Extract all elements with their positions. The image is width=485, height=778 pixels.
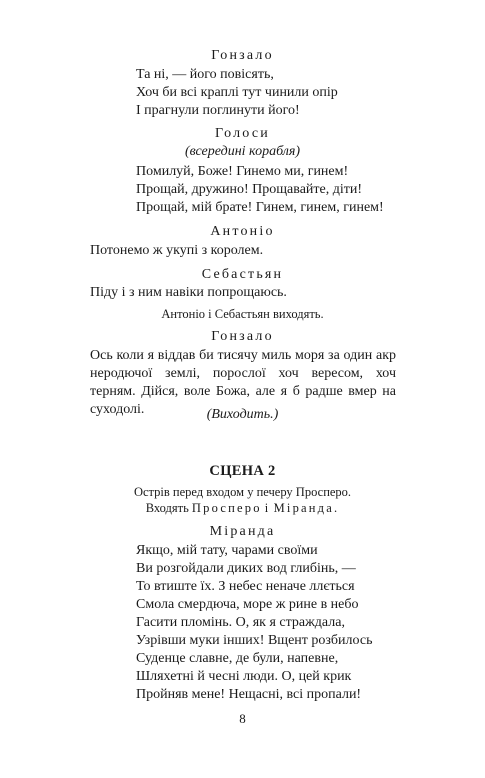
speaker-name: Гонзало [211, 329, 274, 344]
verse-line: І прагнули поглинути його! [136, 103, 300, 118]
prose-paragraph: Ось коли я віддав би тисячу миль моря за один акр неродючої землі, порослої хоч вересом, хоч терням. Дійся, воле Божа, але я б радше вмер на суходолі. [90, 348, 396, 417]
speaker-name: Міранда [209, 524, 276, 539]
exit-direction: (Виходить.) [206, 407, 279, 422]
verse-line: То втиште їх. З небес неначе ллється [136, 579, 355, 594]
verse-line: Ви розгойдали диких вод глибінь, — [136, 561, 356, 576]
verse-line: Пройняв мене! Нещасні, всі пропали! [136, 687, 362, 702]
verse-line: Прощай, мій брате! Гинем, гинем, гинем! [136, 200, 384, 215]
speaker-name: Себастьян [201, 267, 284, 282]
verse-line: Якщо, мій тату, чарами своїми [136, 543, 318, 558]
verse-line: Хоч би всі краплі тут чинили опір [136, 85, 338, 100]
verse-line: Смола смердюча, море ж рине в небо [136, 597, 359, 612]
scene-title: СЦЕНА 2 [209, 463, 276, 479]
speaker-name: Антоніо [210, 224, 275, 239]
verse-line: Піду і з ним навіки попрощаюсь. [90, 285, 287, 300]
speaker-name: Гонзало [211, 48, 274, 63]
verse-line: Прощай, дружино! Прощавайте, діти! [136, 182, 363, 197]
verse-line: Гасити пломінь. О, як я страждала, [136, 615, 345, 630]
entrance-name: Просперо [191, 501, 262, 515]
verse-line: Помилуй, Боже! Гинемо ми, гинем! [136, 164, 349, 179]
stage-direction: Антоніо і Себастьян виходять. [161, 307, 324, 321]
stage-direction: (всередині корабля) [184, 144, 301, 159]
entrance-name: Міранда. [273, 501, 340, 515]
verse-line: Потонемо ж укупі з королем. [90, 243, 264, 258]
verse-line: Шляхетні й чесні люди. О, цей крик [136, 669, 352, 684]
verse-line: Узрівши муки інших! Вщент розбилось [136, 633, 373, 648]
scene-setting: Острів перед входом у печеру Просперо. [133, 485, 352, 499]
scene-entrance [0, 499, 485, 517]
entrance-conjunction: і [264, 501, 271, 515]
verse-line: Та ні, — його повісять, [136, 67, 274, 82]
page-number: 8 [239, 711, 246, 726]
entrance-prefix: Входять [145, 501, 189, 515]
verse-line: Суденце славне, де були, напевне, [136, 651, 339, 666]
speaker-name: Голоси [215, 126, 270, 141]
